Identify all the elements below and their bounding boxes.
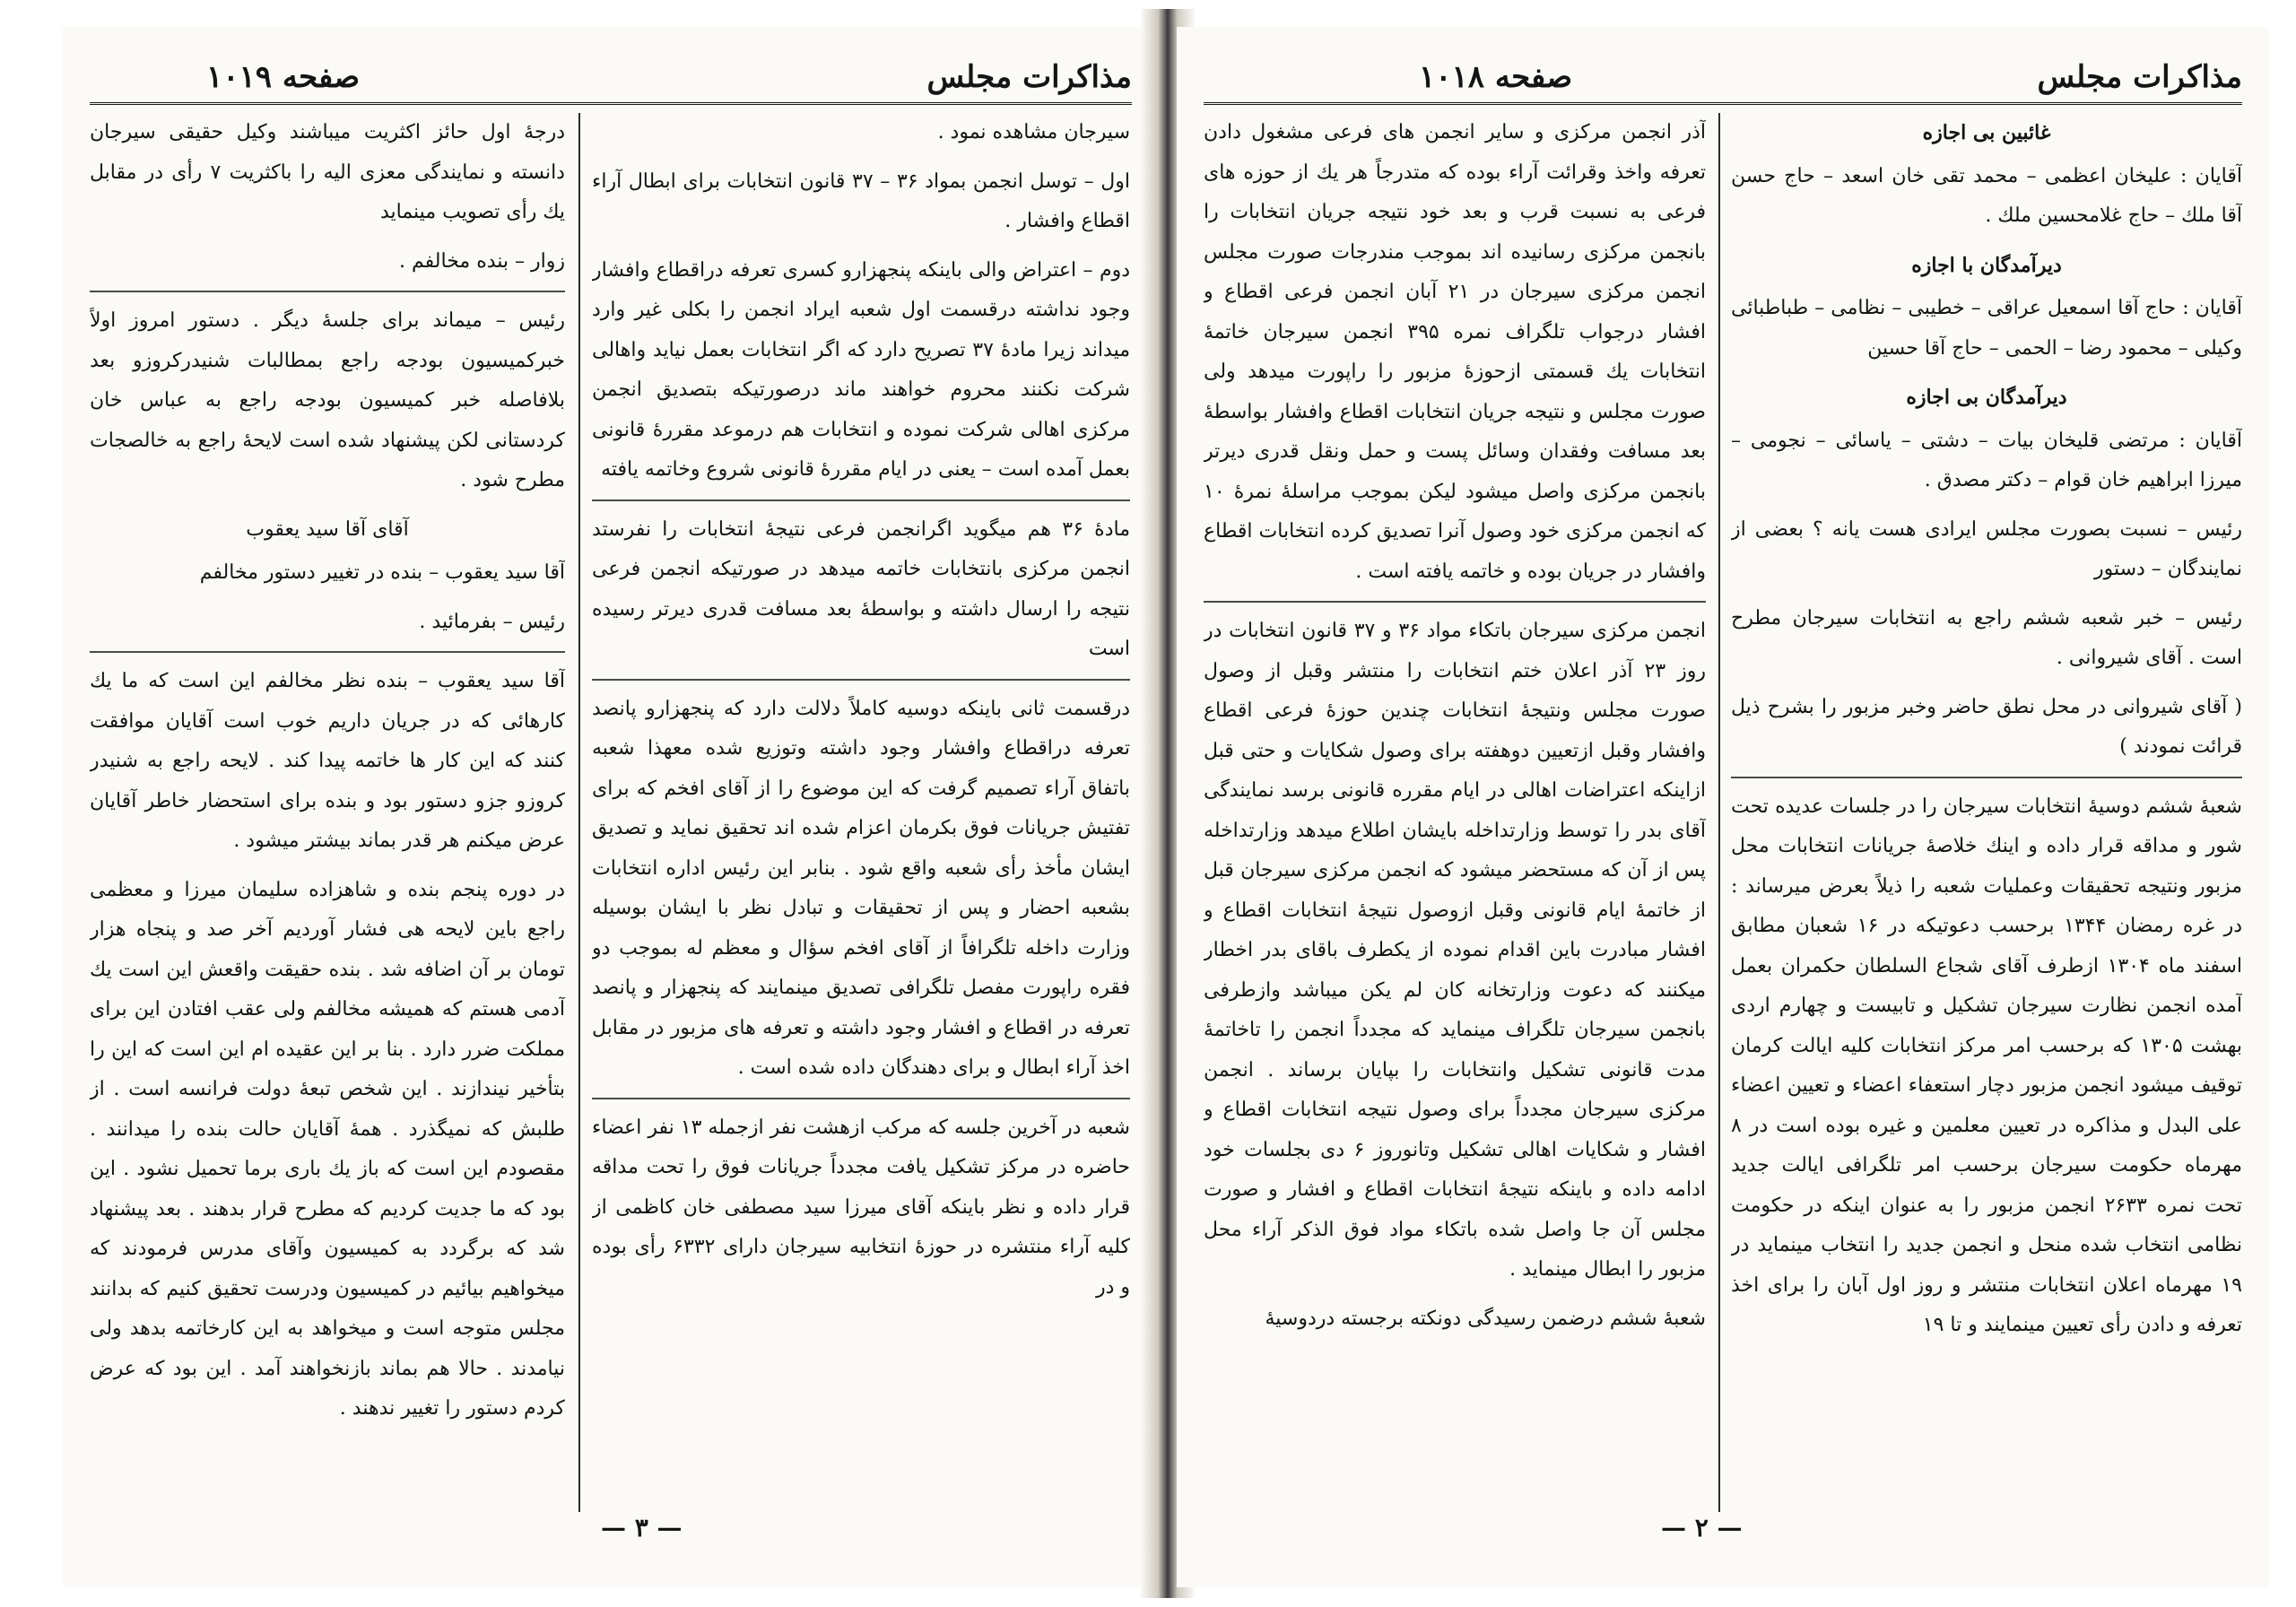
section-rule <box>90 291 565 292</box>
paragraph: رئیس – بفرمائید . <box>419 610 565 633</box>
page-number-label: صفحه ۱۰۱۹ <box>206 59 361 95</box>
page-header <box>90 52 1132 105</box>
paragraph: آقایان : علیخان اعظمی – محمد تقی خان اسعد – حاج حسن آقا ملك – حاج غلامحسین ملك . <box>1731 164 2242 227</box>
section-rule <box>592 499 1130 501</box>
page-1018 <box>1177 27 2269 1587</box>
speaker-heading: آقای آقا سید یعقوب <box>246 517 409 541</box>
paragraph: رئیس – میماند برای جلسهٔ دیگر . دستور امروز اولاً خبرکمیسیون بودجه راجع بمطالبات شنیدرکروزو بعد بلافاصله خبر کمیسیون بودجه راجع به عباس خان کردستانی لکن پیشنهاد شده است لایحهٔ راجع به خالصجات مطرح شود . <box>90 309 565 491</box>
section-rule <box>1204 601 1706 603</box>
paragraph: درقسمت ثانی باینکه دوسیه کاملاً دلالت دارد که پنجهزارو پانصد تعرفه دراقطاع وافشار وجود داشته وتوزیع شده معهذا شعبه باتفاق آراء تصمیم گرفت که این موضوع را از آقای افخم که برای تفتیش جریانات فوق بکرمان اعزام شده اند تحقیق نماید و تصدیق ایشان مأخذ رأی شعبه واقع شود . بنابر این رئیس اداره انتخابات بشعبه احضار و پس از تحقیقات و تبادل نظر با ایشان بوسیله وزارت داخله تلگرافاً از آقای افخم سؤال و معظم له بموجب دو فقره راپورت مفصل تلگرافی تصدیق مینمایند که پنجهزار و پانصد تعرفه در اقطاع و افشار وجود داشته و تعرفه های مزبور در مقابل اخذ آراء ابطال و برای دهندگان داده شده است . <box>592 697 1130 1079</box>
paragraph: شعبهٔ ششم درضمن رسیدگی دونکته برجسته دردوسیهٔ <box>1265 1307 1706 1330</box>
running-title: مذاکرات مجلس <box>2037 59 2242 95</box>
page-header <box>1204 52 2242 105</box>
section-heading: دیرآمدگان بی اجازه <box>1906 386 2067 409</box>
section-rule <box>592 1098 1130 1099</box>
page-1019 <box>63 27 1159 1587</box>
text-column-right <box>1731 113 2242 1521</box>
column-divider <box>1718 113 1720 1512</box>
paragraph: رئیس – خبر شعبه ششم راجع به انتخابات سیرجان مطرح است . آقای شیروانی . <box>1731 606 2242 669</box>
paragraph: دوم – اعتراض والی باینکه پنجهزارو کسری تعرفه دراقطاع وافشار وجود نداشته درقسمت اول شعبه ایراد انجمن را بکلی غیر وارد میداند زیرا مادهٔ ۳۷ تصریح دارد که اگر انتخابات بعمل نیاید واهالی شرکت نکنند محروم خواهند ماند درصورتیکه بتصدیق انجمن مرکزی اهالی شرکت نموده و انتخابات هم درموعد مقررهٔ قانونی بعمل آمده است – یعنی در ایام مقررهٔ قانونی شروع وخاتمه یافته <box>592 258 1130 481</box>
page-footer-number: — ۳ — <box>601 1513 683 1542</box>
paragraph: شعبه در آخرین جلسه که مرکب ازهشت نفر ازجمله ۱۳ نفر اعضاء حاضره در مرکز تشکیل یافت مجدداً جریانات فوق را تحت مداقه قرار داده و نظر باینکه آقای میرزا سید مصطفی خان کاظمی از کلیه آراء منتشره در حوزهٔ انتخابیه سیرجان دارای ۶۳۳۲ رأی بوده و در <box>592 1116 1130 1299</box>
running-title: مذاکرات مجلس <box>926 59 1132 95</box>
section-heading: غائبین بی اجازه <box>1922 121 2051 144</box>
text-column-left <box>1204 113 1706 1521</box>
paragraph: درجهٔ اول حائز اکثریت میباشند وکیل حقیقی سیرجان دانسته و نمایندگی معزی الیه را باکثریت ۷ رأی در مقابل یك رأی تصویب مینماید <box>90 121 565 223</box>
text-column-left <box>90 113 565 1521</box>
paragraph: آقا سید یعقوب – بنده در تغییر دستور مخالفم <box>199 561 565 584</box>
paragraph: در دوره پنجم بنده و شاهزاده سلیمان میرزا و معظمی راجع باین لایحه هی فشار آوردیم آخر صد و پنجاه هزار تومان بر آن اضافه شد . بنده حقیقت واقعش این است یك آدمی هستم که همیشه مخالفم ولی عقب افتادن این برای مملکت ضرر دارد . بنا بر این عقیده ام این است که این را بتأخیر نیندازند . این شخص تبعهٔ دولت فرانسه است . از طلبش که نمیگذرد . همهٔ آقایان حالت بنده را میدانند . مقصودم این است که باز یك باری برما تحمیل نشود . این بود که ما جدیت کردیم که مطرح قرار بدهند . بعد پیشنهاد شد که برگردد به کمیسیون وآقای مدرس فرمودند که میخواهیم بیائیم در کمیسیون ودرست تحقیق کنیم که بدانند مجلس متوجه است و میخواهد به این کارخاتمه بدهد ولی نیامدند . حالا هم بماند بازنخواهند آمد . این بود که عرض کردم دستور را تغییر ندهند . <box>90 878 565 1420</box>
paragraph: شعبهٔ ششم دوسیهٔ انتخابات سیرجان را در جلسات عدیده تحت شور و مداقه قرار داده و اینك خلاصهٔ جریانات انتخابات محل مزبور ونتیجه تحقیقات وعملیات شعبه را ذیلاً بعرض میرساند : در غره رمضان ۱۳۴۴ برحسب دعوتیکه در ۱۶ شعبان مطابق اسفند ماه ۱۳۰۴ ازطرف آقای شجاع السلطان حکمران بعمل آمده انجمن نظارت سیرجان تشکیل و تابیست و چهارم اردی بهشت ۱۳۰۵ که برحسب امر مرکز انتخابات کلیه ایالت کرمان توقیف میشود انجمن مزبور دچار استعفاء اعضاء و تعیین اعضاء علی البدل و مذاکره در تعیین معلمین و غیره بوده است در ۸ مهرماه حکومت سیرجان برحسب امر تلگرافی ایالت جدید تحت نمره ۲۶۳۳ انجمن مزبور را به عنوان اینکه در حکومت نظامی انتخاب شده منحل و انجمن جدید را انتخاب مینماید در ۱۹ مهرماه اعلان انتخابات منتشر و روز اول آبان را برای اخذ تعرفه و دادن رأی تعیین مینمایند و تا ۱۹ <box>1731 795 2242 1336</box>
section-rule <box>90 651 565 653</box>
paragraph: سیرجان مشاهده نمود . <box>937 121 1130 143</box>
paragraph: آقا سید یعقوب – بنده نظر مخالفم این است که ما یك کارهائی که در جریان داریم خوب است آقایان موافقت کنند که این کار ها خاتمه پیدا کند . لایحه راجع به شنیدر کروزو جزو دستور بود و بنده برای استحضار خاطر آقایان عرض میکنم هر قدر بماند بیشتر میشود . <box>90 670 565 852</box>
paragraph: آذر انجمن مرکزی و سایر انجمن های فرعی مشغول دادن تعرفه واخذ وقرائت آراء بوده که متدرجاً هر یك از حوزه های فرعی به نسبت قرب و بعد خود نتیجه جریان انتخابات را بانجمن مرکزی رسانیده اند بموجب مندرجات صورت مجلس انجمن مرکزی سیرجان در ۲۱ آبان انجمن فرعی اقطاع و افشار درجواب تلگراف نمره ۳۹۵ انجمن سیرجان خاتمهٔ انتخابات یك قسمتی ازحوزهٔ مزبور را راپورت میدهد ولی صورت مجلس و نتیجه جریان انتخابات اقطاع وافشار بواسطهٔ بعد مسافت وفقدان وسائل پست و حمل ونقل قدری دیرتر بانجمن مرکزی واصل میشود لیکن بموجب مراسلهٔ نمرهٔ ۱۰ که انجمن مرکزی خود وصول آنرا تصدیق کرده انتخابات اقطاع وافشار در جریان بوده و خاتمه یافته است . <box>1204 121 1706 583</box>
paragraph: ( آقای شیروانی در محل نطق حاضر وخبر مزبور را بشرح ذیل قرائت نمودند ) <box>1731 695 2242 758</box>
column-divider <box>578 113 580 1512</box>
paragraph: آقایان : مرتضی قلیخان بیات – دشتی – یاسائی – نجومی – میرزا ابراهیم خان قوام – دکتر مصدق . <box>1731 429 2242 491</box>
section-heading: دیرآمدگان با اجازه <box>1911 253 2062 277</box>
section-rule <box>1731 777 2242 778</box>
paragraph: آقایان : حاج آقا اسمعیل عراقی – خطیبی – نظامی – طباطبائی وکیلی – محمود رضا – الحمی – حاج آقا حسین <box>1731 297 2242 360</box>
page-number-label: صفحه ۱۰۱۸ <box>1419 59 1573 95</box>
section-rule <box>592 679 1130 681</box>
paragraph: مادهٔ ۳۶ هم میگوید اگرانجمن فرعی نتیجهٔ انتخابات را نفرستد انجمن مرکزی بانتخابات خاتمه میدهد در صورتیکه انجمن فرعی نتیجه را ارسال داشته و بواسطهٔ بعد مسافت قدری دیرتر رسیده است <box>592 517 1130 660</box>
paragraph: اول – توسل انجمن بمواد ۳۶ – ۳۷ قانون انتخابات برای ابطال آراء اقطاع وافشار . <box>592 169 1130 232</box>
paragraph: زوار – بنده مخالفم . <box>399 249 565 273</box>
paragraph: رئیس – نسبت بصورت مجلس ایرادی هست یانه ؟ بعضی از نمایندگان – دستور <box>1731 517 2242 580</box>
page-footer-number: — ۲ — <box>1661 1513 1743 1542</box>
text-column-right <box>592 113 1130 1521</box>
paragraph: انجمن مرکزی سیرجان باتکاء مواد ۳۶ و ۳۷ قانون انتخابات در روز ۲۳ آذر اعلان ختم انتخابات را منتشر وقبل از وصول صورت مجلس ونتیجهٔ انتخابات چندین حوزهٔ فرعی اقطاع وافشار وقبل ازتعیین دوهفته برای وصول شکایات و حتی قبل ازاینکه اعتراضات اهالی در ایام مقرره قانونی برسد نمایندگی آقای بدر را توسط وزارتداخله بایشان اطلاع میدهد وزارتداخله پس از آن که مستحضر میشود که انجمن مرکزی سیرجان قبل از خاتمهٔ ایام قانونی وقبل ازوصول نتیجهٔ انتخابات اقطاع و افشار مبادرت باین اقدام نموده از یکطرف باقای بدر اخطار میکنند که دعوت وزارتخانه کان لم یکن میباشد وازطرفی بانجمن سیرجان تلگراف مینماید که مجدداً انجمن را تاخاتمهٔ مدت قانونی تشکیل وانتخابات را بپایان برساند . انجمن مرکزی سیرجان مجدداً برای وصول نتیجه انتخابات اقطاع و افشار و شکایات اهالی تشکیل وتانوروز ۶ دی بجلسات خود ادامه داده و باینکه نتیجهٔ انتخابات اقطاع و افشار و صورت مجلس آن جا واصل شده باتکاء مواد فوق الذکر آراء محل مزبور را ابطال مینماید . <box>1204 620 1706 1281</box>
